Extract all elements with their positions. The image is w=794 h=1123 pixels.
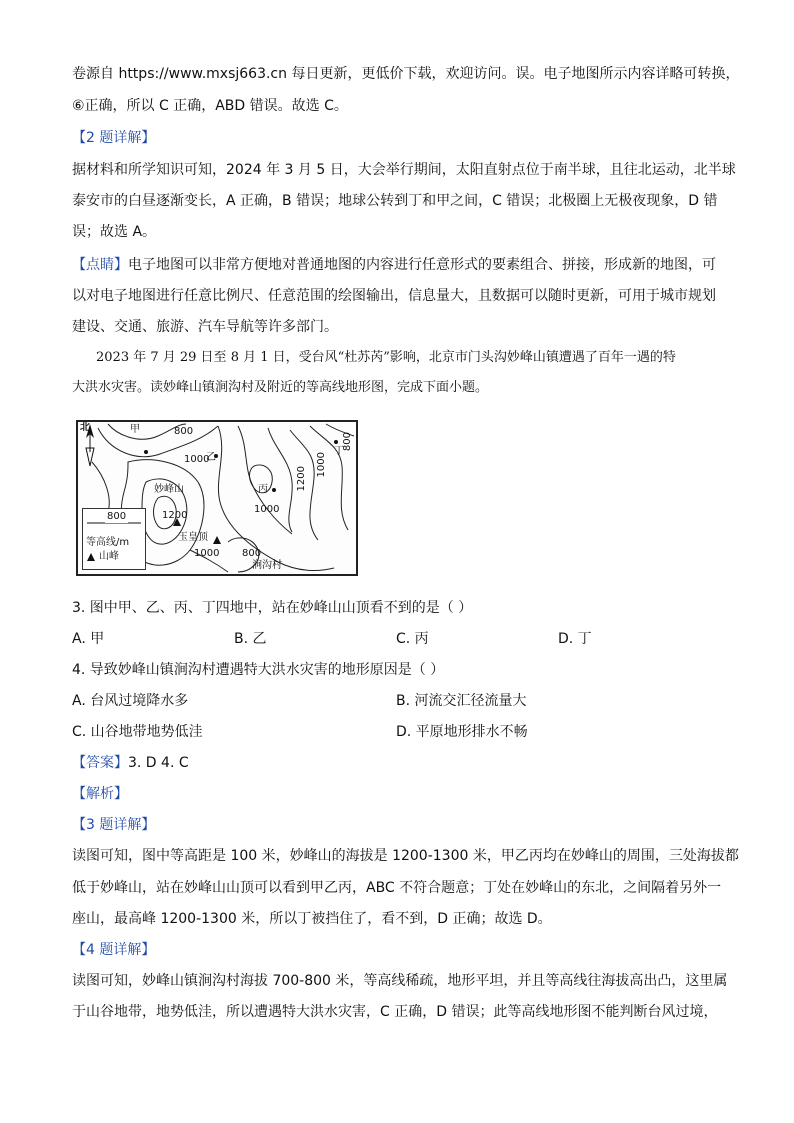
mountain-name: 妙峰山 xyxy=(154,484,184,495)
contour-label: 1000 xyxy=(194,548,220,559)
tip-tag: 【点睛】 xyxy=(72,257,128,273)
option-c: C. 丙 xyxy=(396,631,429,647)
tip-text: 电子地图可以非常方便地对普通地图的内容进行任意形式的要素组合、拼接，形成新的地图，可 xyxy=(128,257,716,273)
contour-map xyxy=(76,420,358,576)
option-a: A. 台风过境降水多 xyxy=(72,693,189,709)
text-line xyxy=(72,255,716,275)
text-line: 读图可知，图中等高距是 100 米，妙峰山的海拔是 1200-1300 米，甲乙丙均在妙峰山的周围，三处海拔都 xyxy=(72,848,739,864)
option-a: A. 甲 xyxy=(72,631,105,647)
legend-contour-label: 等高线/m xyxy=(86,537,130,548)
text-line: 座山，最高峰 1200-1300 米，所以丁被挡住了，看不到，D 正确；故选 D。 xyxy=(72,911,552,927)
text-line: 低于妙峰山，站在妙峰山山顶可以看到甲乙丙，ABC 不符合题意；丁处在妙峰山的东北，之间隔着另外一 xyxy=(72,880,722,896)
text-line: 建设、交通、旅游、汽车导航等许多部门。 xyxy=(72,319,338,335)
text-line: ⑥正确，所以 C 正确，ABD 错误。故选 C。 xyxy=(72,98,348,114)
question-stem: 4. 导致妙峰山镇涧沟村遭遇特大洪水灾害的地形原因是（ ） xyxy=(72,662,445,678)
contour-label: 1000 xyxy=(254,504,280,515)
elevation-label: 1200 xyxy=(162,510,188,521)
map-legend xyxy=(82,508,146,570)
north-label: 北 xyxy=(80,422,90,433)
answer-value: 3. D 4. C xyxy=(128,755,189,771)
option-c: C. 山谷地带地势低洼 xyxy=(72,724,203,740)
contour-label: 800 xyxy=(174,426,194,437)
point-jia: 甲 xyxy=(130,424,140,435)
option-b: B. 乙 xyxy=(234,631,267,647)
point-bing: 丙 xyxy=(258,484,268,495)
contour-label: 1000 xyxy=(316,452,327,478)
contour-label: 1200 xyxy=(296,466,307,492)
text-line: 于山谷地带，地势低洼，所以遭遇特大洪水灾害，C 正确，D 错误；此等高线地形图不能判断台风过境， xyxy=(72,1004,718,1020)
analysis-tag: 【解析】 xyxy=(72,786,128,802)
point-ding: 丁 xyxy=(334,446,344,457)
section-heading: 【3 题详解】 xyxy=(72,817,156,833)
legend-peak-label: 山峰 xyxy=(99,551,119,562)
text-line: 误；故选 A。 xyxy=(72,224,157,240)
point-yi: 乙 xyxy=(206,452,216,463)
option-d: D. 丁 xyxy=(558,631,592,647)
question-stem: 3. 图中甲、乙、丙、丁四地中，站在妙峰山山顶看不到的是（ ） xyxy=(72,600,473,616)
text-line: 据材料和所学知识可知，2024 年 3 月 5 日，大会举行期间，太阳直射点位于南半球，且往北运动，北半球 xyxy=(72,162,736,178)
peak-name: 玉皇顶 xyxy=(178,532,208,543)
material-text: 大洪水灾害。读妙峰山镇涧沟村及附近的等高线地形图，完成下面小题。 xyxy=(72,380,489,395)
contour-label: 800 xyxy=(242,548,262,559)
section-heading: 【2 题详解】 xyxy=(72,130,156,146)
village-name: 涧沟村 xyxy=(252,560,282,571)
text-line: 卷源自 https://www.mxsj663.cn 每日更新，更低价下载，欢迎访问。误。电子地图所示内容详略可转换， xyxy=(72,66,740,82)
section-heading: 【4 题详解】 xyxy=(72,942,156,958)
material-text: 2023 年 7 月 29 日至 8 月 1 日，受台风“杜苏芮”影响，北京市门头沟妙峰山镇遭遇了百年一遇的特 xyxy=(96,350,676,365)
text-line: 读图可知，妙峰山镇涧沟村海拔 700-800 米，等高线稀疏，地形平坦，并且等高线往海拔高出凸，这里属 xyxy=(72,973,728,989)
option-d: D. 平原地形排水不畅 xyxy=(396,724,528,740)
legend-contour-value: 800 xyxy=(107,511,127,522)
text-line: 泰安市的白昼逐渐变长，A 正确，B 错误；地球公转到丁和甲之间，C 错误；北极圈上无极夜现象，D 错 xyxy=(72,193,718,209)
contour-label: 1000 xyxy=(184,454,210,465)
text-line: 以对电子地图进行任意比例尺、任意范围的绘图输出，信息量大，且数据可以随时更新，可用于城市规划 xyxy=(72,288,716,304)
contour-label: 800 xyxy=(342,432,353,452)
option-b: B. 河流交汇径流量大 xyxy=(396,693,527,709)
answer-line xyxy=(72,753,189,773)
answer-tag: 【答案】 xyxy=(72,755,128,771)
peak-symbol xyxy=(213,536,221,544)
